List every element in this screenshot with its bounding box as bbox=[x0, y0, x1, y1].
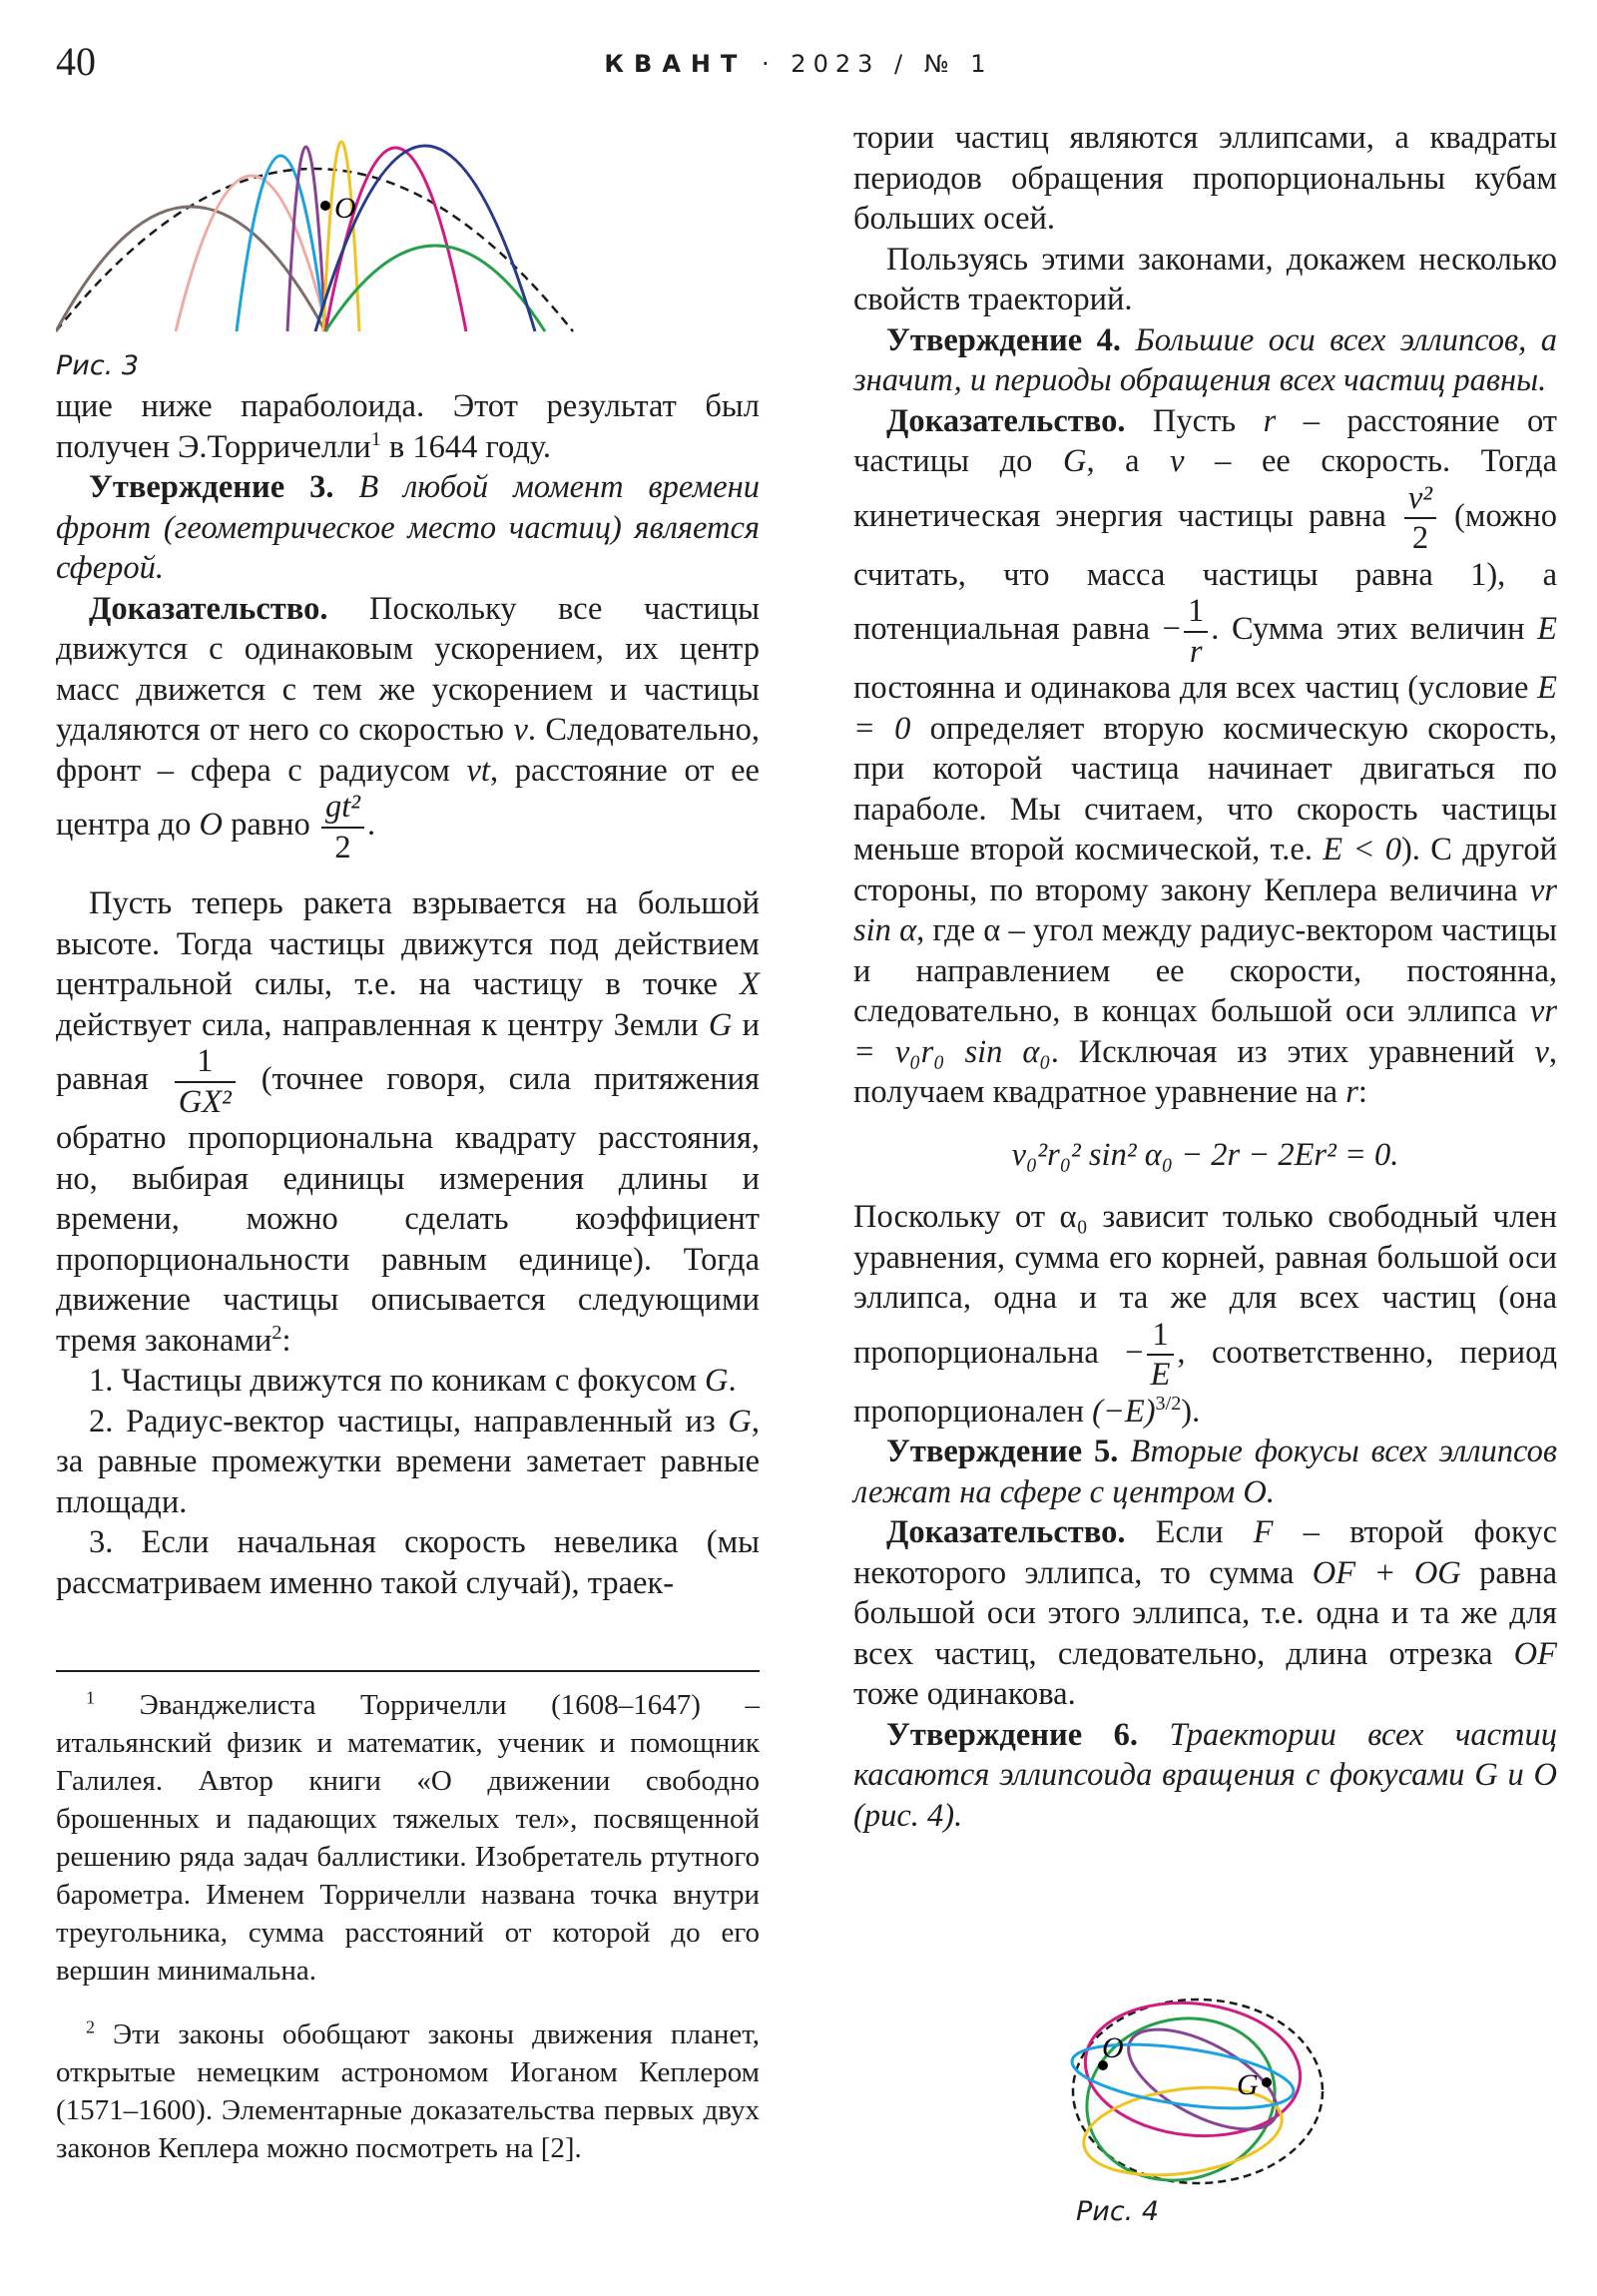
footnote-rule bbox=[56, 1670, 760, 1672]
right-text bbox=[853, 118, 1557, 1836]
proof-3: Доказательство. Поскольку все частицы движутся с одинаковым ускорением, их центр масс движется с тем же ускорением и частицы удаляются от него со скоростью v. Следовательно, фронт – сфера с радиусом vt, расстояние от ее центра до O равно $\frac{\text{gt²}}{2}$ . bbox=[56, 590, 760, 865]
paragraph-rocket: Пусть теперь ракета взрывается на большой высоте. Тогда частицы движутся под действием центральной силы, т.е. на частицу в точке X действует сила, направленная к центру Земли G и равная $\frac{1}{\text{GX²}}$ (точнее говоря, сила притяжения обратно пропорциональна квадрату расстояния, но, выбирая единицы измерения длины и времени, можно сделать коэффициент пропорциональности равным единице). Тогда движение частицы описывается следующими тремя законами$^2$: bbox=[56, 885, 760, 1359]
law-2: 2. Радиус-вектор частицы, направленный из G, за равные промежутки времени заметает равные площади. bbox=[56, 1403, 760, 1520]
figure-4-drawing bbox=[1053, 1992, 1352, 2191]
proof-4: Доказательство. Пусть r – расстояние от частицы до G, а v – ее скорость. Тогда кинетическая энергия частицы равна $\frac{\text{v²}}{2}$ (можно считать, что масса частицы равна 1), а потенциальная равна − $\frac{1}{r}$ . Сумма этих величин E постоянна и одинакова для всех частиц (условие E = 0 определяет вторую космическую скорость, при которой частица начинает двигаться по параболе. Мы считаем, что скорость частицы меньше второй космической, т.е. E < 0). С другой стороны, по второму закону Кеплера величина vr sin α, где α – угол между радиус-вектором частицы и направлением ее скорости, постоянна, следовательно, в концах большой оси эллипса vr = v₀r₀ sin α₀. Исключая из этих уравнений v, получаем квадратное уравнение на r: bbox=[853, 402, 1557, 1110]
paragraph-using-laws: Пользуясь этими законами, докажем несколько свойств траекторий. bbox=[853, 241, 1557, 317]
journal-title: КВАНТ bbox=[604, 50, 748, 78]
paragraph-torricelli: щие ниже параболоида. Этот результат был получен Э.Торричелли$^1$ в 1644 году. bbox=[56, 388, 760, 465]
paragraph-since: Поскольку от α₀ зависит только свободный член уравнения, сумма его корней, равная большой оси эллипса, одна и та же для всех частиц (она пропорциональна − $\frac{1}{E}$ , соответственно, период пропорционален $(-E)^{3/2}$). bbox=[853, 1199, 1557, 1430]
fig4-label-o: O bbox=[1102, 2031, 1124, 2064]
figure-3-drawing bbox=[56, 120, 775, 359]
claim-6: Утверждение 6. Траектории всех частиц касаются эллипсоида вращения с фокусами G и O (рис. 4). bbox=[853, 1716, 1557, 1834]
fig3-trajectory-pink bbox=[176, 176, 327, 331]
running-head-separator: · bbox=[762, 50, 777, 78]
figure-4-caption: Рис. 4 bbox=[1076, 2196, 1160, 2227]
footnotes bbox=[56, 1670, 760, 2167]
left-text bbox=[56, 386, 760, 1603]
issue-number: 2023 / № 1 bbox=[791, 50, 993, 78]
figure-3-caption: Рис. 3 bbox=[56, 350, 140, 381]
paragraph-kepler-3: тории частиц являются эллипсами, а квадраты периодов обращения пропорциональны кубам больших осей. bbox=[853, 120, 1557, 237]
proof-5: Доказательство. Если F – второй фокус некоторого эллипса, то сумма OF + OG равна большой оси этого эллипса, т.е. одна и та же для всех частиц, следовательно, длина отрезка OF тоже одинакова. bbox=[853, 1514, 1557, 1712]
figure-3 bbox=[56, 120, 775, 359]
fig4-point-g bbox=[1262, 2077, 1272, 2087]
claim-4: Утверждение 4. Большие оси всех эллипсов, а значит, и периоды обращения всех частиц равны. bbox=[853, 321, 1557, 398]
figure-4 bbox=[1053, 1992, 1352, 2191]
fig3-origin-point bbox=[320, 201, 330, 211]
fig4-label-g: G bbox=[1237, 2068, 1259, 2101]
footnote-2: $^2$ Эти законы обобщают законы движения планет, открытые немецким астрономом Иоганом Кеплером (1571–1600). Элементарные доказательства первых двух законов Кеплера можно посмотреть на [2]. bbox=[56, 2016, 760, 2164]
running-head bbox=[0, 50, 1597, 78]
page-number: 40 bbox=[56, 39, 96, 84]
fig3-label-o: O bbox=[334, 192, 356, 225]
fig3-trajectory-gray bbox=[56, 207, 325, 331]
claim-5: Утверждение 5. Вторые фокусы всех эллипсов лежат на сфере с центром O. bbox=[853, 1434, 1557, 1510]
law-1: 1. Частицы движутся по коникам с фокусом G. bbox=[89, 1363, 737, 1399]
claim-3: Утверждение 3. В любой момент времени фронт (геометрическое место частиц) является сферой. bbox=[56, 469, 760, 586]
law-3: 3. Если начальная скорость невелика (мы рассматриваем именно такой случай), траек- bbox=[56, 1524, 760, 1601]
footnote-1: $^1$ Эванджелиста Торричелли (1608–1647) – итальянский физик и математик, ученик и помощник Галилея. Автор книги «О движении свободно брошенных и падающих тяжелых тел», посвященной решению ряда задач баллистики. Изобретатель ртутного барометра. Именем Торричелли названа точка внутри треугольника, сумма расстояний от которой до его вершин минимальна. bbox=[56, 1687, 760, 1987]
quadratic-equation: v₀²r₀² sin² α₀ − 2r − 2Er² = 0. bbox=[1011, 1136, 1399, 1173]
fig4-envelope-ellipsoid bbox=[1073, 2000, 1323, 2183]
